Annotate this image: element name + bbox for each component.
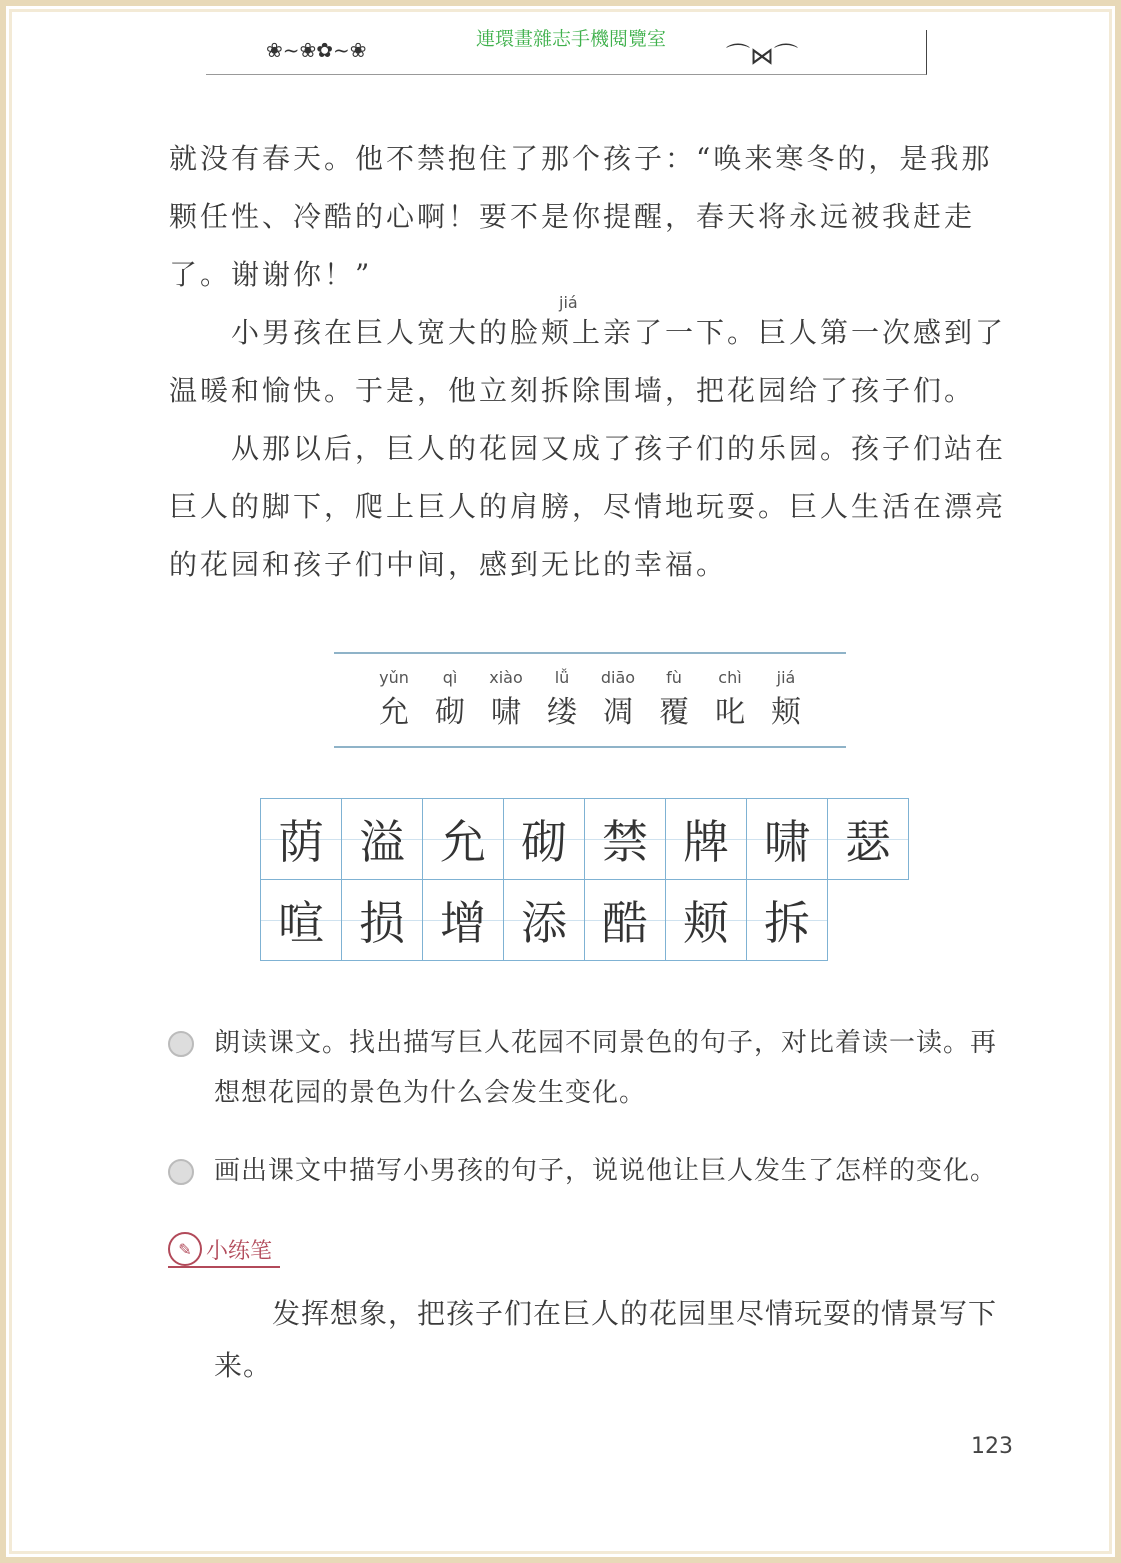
pinyin: xiào [489,668,523,687]
grid-char: 牌 [665,798,747,880]
banner-title: 連環畫雜志手機閱覽室 [475,28,666,50]
pinyin-word [373,668,415,731]
hanzi: 砌 [435,695,465,730]
header-banner [206,30,927,75]
grid-char: 溢 [341,798,423,880]
grid-char: 损 [341,879,423,961]
grid-char: 砌 [503,798,585,880]
pinyin-word [541,668,583,731]
pinyin-word [429,668,471,731]
bow-icon: ⌒⋈⌒ [726,42,798,70]
pinyin-word [485,668,527,731]
practice-heading [168,1232,280,1268]
ruby-annotation: jiá [559,293,578,312]
grid-char: 拆 [746,879,828,961]
hanzi: 颊 [771,695,801,730]
question-icon [168,1031,194,1057]
page-number: 123 [971,1434,1013,1459]
grid-char: 酷 [584,879,666,961]
question-text: 朗读课文。找出描写巨人花园不同景色的句子，对比着读一读。再想想花园的景色为什么会发生变化。 [214,1028,998,1108]
pinyin-word [597,668,639,731]
flower-vine-icon: ❀~❀✿~❀ [266,38,367,62]
question-2 [168,1146,1014,1196]
hanzi: 啸 [491,695,521,730]
hanzi: 凋 [603,695,633,730]
grid-char: 添 [503,879,585,961]
pinyin: diāo [600,668,636,687]
grid-char: 颊 [665,879,747,961]
pinyin: fù [666,668,682,687]
pinyin-word [709,668,751,731]
grid-char: 喧 [260,879,342,961]
grid-char: 荫 [260,798,342,880]
grid-char: 允 [422,798,504,880]
paragraph-2: 小男孩在巨人宽大的脸颊上亲了一下。巨人第一次感到了温暖和愉快。于是，他立刻拆除围墙，把花园给了孩子们。 [169,316,1007,407]
grid-char: 瑟 [827,798,909,880]
hanzi: 缕 [547,695,577,730]
pinyin-word [765,668,807,731]
pinyin: chì [718,668,742,687]
pinyin-word [653,668,695,731]
grid-char: 啸 [746,798,828,880]
hanzi: 允 [379,695,409,730]
paragraph-3: 从那以后，巨人的花园又成了孩子们的乐园。孩子们站在巨人的脚下，爬上巨人的肩膀，尽情地玩耍。巨人生活在漂亮的花园和孩子们中间，感到无比的幸福。 [169,432,1007,581]
pinyin: qì [442,668,458,687]
grid-char: 增 [422,879,504,961]
pinyin-word-box [334,652,846,748]
hanzi: 覆 [659,695,689,730]
paragraph-1: 就没有春天。他不禁抱住了那个孩子：“唤来寒冬的，是我那颗任性、冷酷的心啊！要不是你提醒，春天将永远被我赶走了。谢谢你！” [169,142,993,291]
hanzi: 叱 [715,695,745,730]
grid-char: 禁 [584,798,666,880]
practice-label: 小练笔 [206,1238,273,1264]
pinyin: jiá [776,668,796,687]
pinyin: lǚ [554,668,570,687]
question-1 [168,1018,1014,1118]
pinyin: yǔn [379,668,409,687]
question-text: 画出课文中描写小男孩的句子，说说他让巨人发生了怎样的变化。 [214,1156,998,1186]
pen-icon: ✎ [168,1232,202,1266]
writing-grid [260,798,908,960]
practice-text: 发挥想象，把孩子们在巨人的花园里尽情玩耍的情景写下来。 [214,1297,998,1382]
question-icon [168,1159,194,1185]
